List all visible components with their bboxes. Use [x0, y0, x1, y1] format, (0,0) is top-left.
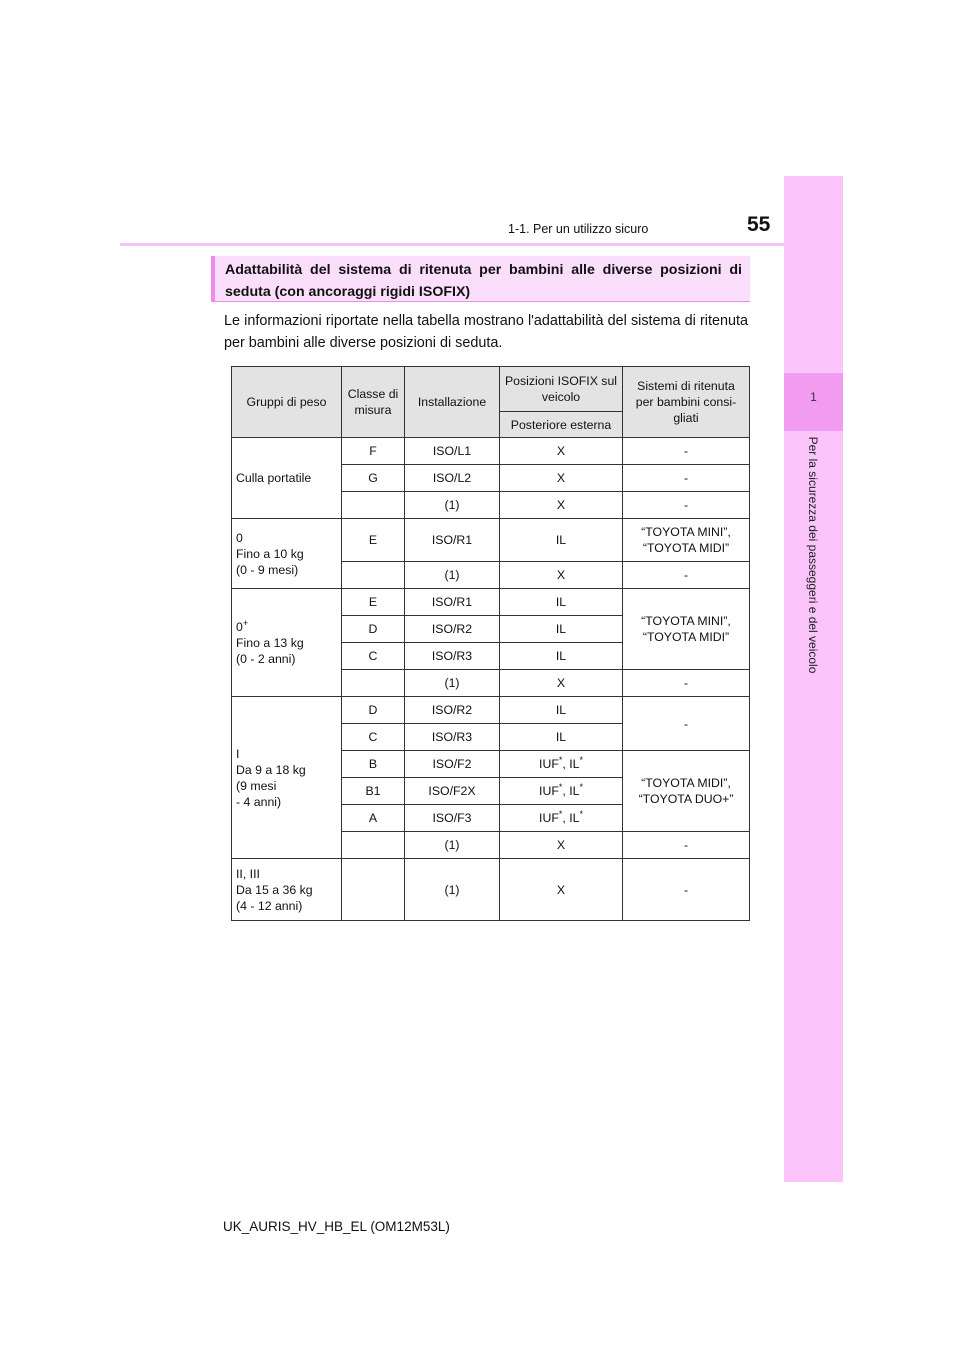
- size-cell: [342, 859, 405, 921]
- header-isofix: Posizioni ISOFIX sul veicolo: [500, 367, 623, 412]
- section-heading-box: [211, 256, 750, 302]
- isofix-cell: X: [500, 859, 623, 921]
- install-cell: (1): [405, 859, 500, 921]
- install-cell: (1): [405, 562, 500, 589]
- rec-cell: “TOYOTA MIDI”, “TOYOTA DUO+”: [623, 751, 750, 832]
- group-cell: Culla portatile: [232, 438, 342, 519]
- isofix-cell: IL: [500, 643, 623, 670]
- group-line: (4 - 12 anni): [236, 898, 303, 913]
- group-line: II, III: [236, 866, 260, 881]
- asterisk-mark: *: [558, 781, 563, 792]
- rec-cell: -: [623, 859, 750, 921]
- group-cell: [232, 589, 342, 697]
- header-size: Classe di misura: [342, 367, 405, 438]
- table-row: [232, 519, 750, 562]
- size-cell: [342, 492, 405, 519]
- rec-cell: -: [623, 492, 750, 519]
- isofix-cell: X: [500, 465, 623, 492]
- asterisk-mark: *: [579, 781, 583, 792]
- page-number: 55: [747, 213, 771, 236]
- isofix-cell: IL: [500, 589, 623, 616]
- group-line: 0: [236, 619, 243, 634]
- group-line: - 4 anni): [236, 794, 282, 809]
- size-cell: C: [342, 724, 405, 751]
- install-cell: (1): [405, 492, 500, 519]
- side-tab-title-text: Per la sicurezza dei passeggeri e del veicolo: [806, 436, 820, 674]
- group-line: Da 9 a 18 kg: [236, 762, 306, 777]
- size-cell: C: [342, 643, 405, 670]
- install-cell: ISO/R1: [405, 589, 500, 616]
- group-cell: [232, 859, 342, 921]
- isofix-cell: IL: [500, 519, 623, 562]
- install-cell: ISO/L2: [405, 465, 500, 492]
- group-line: Da 15 a 36 kg: [236, 882, 313, 897]
- size-cell: D: [342, 616, 405, 643]
- chapter-header: 1-1. Per un utilizzo sicuro: [508, 222, 649, 236]
- isofix-cell: X: [500, 492, 623, 519]
- install-cell: ISO/F2: [405, 751, 500, 778]
- isofix-cell: IL: [500, 616, 623, 643]
- asterisk-mark: *: [558, 754, 563, 765]
- group-line: (9 mesi: [236, 778, 277, 793]
- isofix-text: IUF: [539, 784, 559, 798]
- install-cell: ISO/R1: [405, 519, 500, 562]
- rec-cell: -: [623, 438, 750, 465]
- install-cell: ISO/L1: [405, 438, 500, 465]
- size-cell: G: [342, 465, 405, 492]
- isofix-text: IUF: [539, 811, 559, 825]
- intro-paragraph: Le informazioni riportate nella tabella mostrano l'adattabilità del sistema di ritenuta per bambini alle diverse posizioni di seduta.: [224, 313, 748, 351]
- isofix-text: , IL: [562, 757, 580, 771]
- group-cell: [232, 697, 342, 859]
- isofix-cell: X: [500, 670, 623, 697]
- install-cell: (1): [405, 670, 500, 697]
- isofix-table: [231, 366, 750, 921]
- size-cell: [342, 670, 405, 697]
- group-line: 0: [236, 530, 243, 545]
- group-line: Fino a 13 kg: [236, 635, 304, 650]
- install-cell: ISO/R3: [405, 724, 500, 751]
- install-cell: ISO/F2X: [405, 778, 500, 805]
- rec-cell: -: [623, 670, 750, 697]
- asterisk-mark: *: [579, 754, 583, 765]
- rec-cell: “TOYOTA MINI”, “TOYOTA MIDI”: [623, 589, 750, 670]
- side-tab-number: 1: [810, 390, 817, 404]
- group-line: (0 - 9 mesi): [236, 562, 299, 577]
- rec-cell: “TOYOTA MINI”, “TOYOTA MIDI”: [623, 519, 750, 562]
- group-cell: [232, 519, 342, 589]
- size-cell: B: [342, 751, 405, 778]
- group-line: Fino a 10 kg: [236, 546, 304, 561]
- isofix-cell: X: [500, 562, 623, 589]
- isofix-cell: IL: [500, 697, 623, 724]
- header-isofix-sub: Posteriore esterna: [500, 412, 623, 438]
- isofix-cell: [500, 778, 623, 805]
- header-rule: [120, 243, 842, 246]
- rec-cell: -: [623, 465, 750, 492]
- isofix-text: , IL: [562, 784, 580, 798]
- isofix-cell: [500, 805, 623, 832]
- isofix-cell: IL: [500, 724, 623, 751]
- install-cell: ISO/R3: [405, 643, 500, 670]
- side-tab: [784, 176, 843, 1182]
- install-cell: ISO/F3: [405, 805, 500, 832]
- asterisk-mark: *: [558, 808, 563, 819]
- table-row: [232, 859, 750, 921]
- size-cell: [342, 562, 405, 589]
- size-cell: [342, 832, 405, 859]
- install-cell: ISO/R2: [405, 697, 500, 724]
- table-row: [232, 697, 750, 724]
- table-row: [232, 589, 750, 616]
- size-cell: B1: [342, 778, 405, 805]
- group-line: I: [236, 746, 240, 761]
- rec-cell: -: [623, 697, 750, 751]
- install-cell: (1): [405, 832, 500, 859]
- size-cell: E: [342, 519, 405, 562]
- size-cell: E: [342, 589, 405, 616]
- group-superscript: +: [242, 617, 249, 628]
- isofix-text: IUF: [539, 757, 559, 771]
- size-cell: D: [342, 697, 405, 724]
- footer-code: UK_AURIS_HV_HB_EL (OM12M53L): [223, 1219, 450, 1234]
- section-title: Adattabilità del sistema di ritenuta per bambini alle diverse posizioni di seduta (con ancoraggi rigidi ISOFIX): [225, 262, 742, 300]
- header-group: Gruppi di peso: [232, 367, 342, 438]
- table-row: [232, 438, 750, 465]
- size-cell: A: [342, 805, 405, 832]
- isofix-cell: [500, 751, 623, 778]
- isofix-cell: X: [500, 832, 623, 859]
- size-cell: F: [342, 438, 405, 465]
- isofix-cell: X: [500, 438, 623, 465]
- header-recommended: Sistemi di ritenuta per bambini consi-gliati: [623, 367, 750, 438]
- install-cell: ISO/R2: [405, 616, 500, 643]
- rec-cell: -: [623, 562, 750, 589]
- rec-cell: -: [623, 832, 750, 859]
- group-line: (0 - 2 anni): [236, 651, 296, 666]
- header-install: Installazione: [405, 367, 500, 438]
- asterisk-mark: *: [579, 808, 583, 819]
- isofix-text: , IL: [562, 811, 580, 825]
